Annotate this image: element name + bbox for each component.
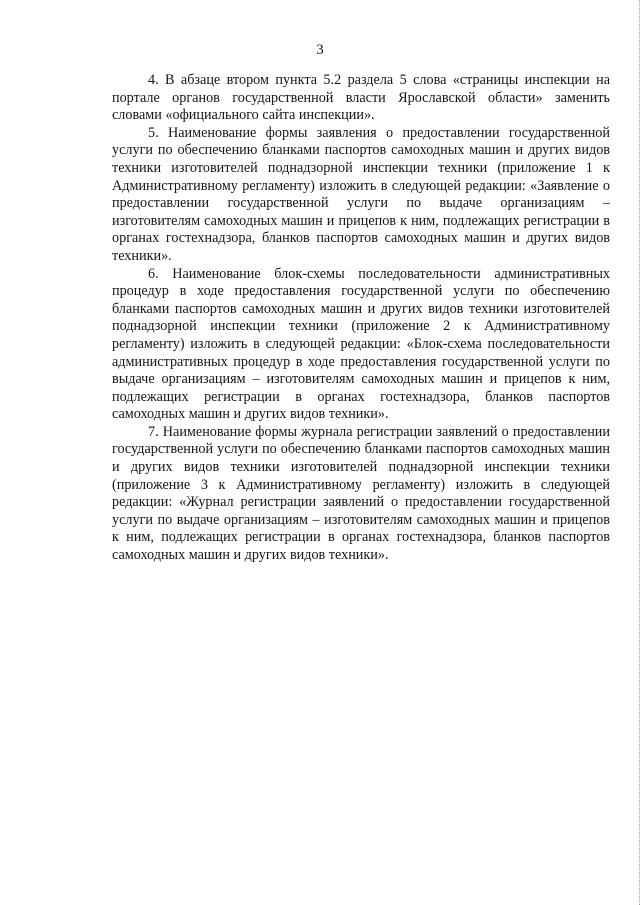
document-body bbox=[112, 72, 610, 565]
paragraph-item-4: 4. В абзаце втором пункта 5.2 раздела 5 слова «страницы инспекции на портале органов государственной власти Ярославской области» заменить словами «официального сайта инспекции». bbox=[112, 72, 610, 124]
paragraph-item-7: 7. Наименование формы журнала регистрации заявлений о предоставлении государственной услуги по обеспечению бланками паспортов самоходных машин и других видов техники изготовителей поднадзорной инспекции техники (приложение 3 к Административному регламенту) изложить в следующей редакции: «Журнал регистрации заявлений о предоставлении государственной услуги по выдаче организациям – изготовителям самоходных машин и прицепов к ним, подлежащих регистрации в органах гостехнадзора, бланков паспортов самоходных машин и других видов техники». bbox=[112, 423, 610, 564]
page-number: 3 bbox=[316, 42, 324, 58]
paragraph-item-5: 5. Наименование формы заявления о предоставлении государственной услуги по обеспечению бланками паспортов самоходных машин и других видов техники изготовителей поднадзорной инспекции техники (приложение 1 к Административному регламенту) изложить в следующей редакции: «Заявление о предоставлении государственной услуги по выдаче организациям – изготовителям самоходных машин и прицепов к ним, подлежащих регистрации в органах гостехнадзора, бланков паспортов самоходных машин и других видов техники». bbox=[112, 124, 610, 264]
paragraph-item-6: 6. Наименование блок-схемы последовательности административных процедур в ходе предоставления государственной услуги по обеспечению бланками паспортов самоходных машин и других видов техники изготовителей поднадзорной инспекции техники (приложение 2 к Административному регламенту) изложить в следующей редакции: «Блок-схема последовательности административных процедур в ходе предоставления государственной услуги по выдаче организациям – изготовителям самоходных машин и прицепов к ним, подлежащих регистрации в органах гостехнадзора, бланков паспортов самоходных машин и других видов техники». bbox=[112, 265, 610, 423]
